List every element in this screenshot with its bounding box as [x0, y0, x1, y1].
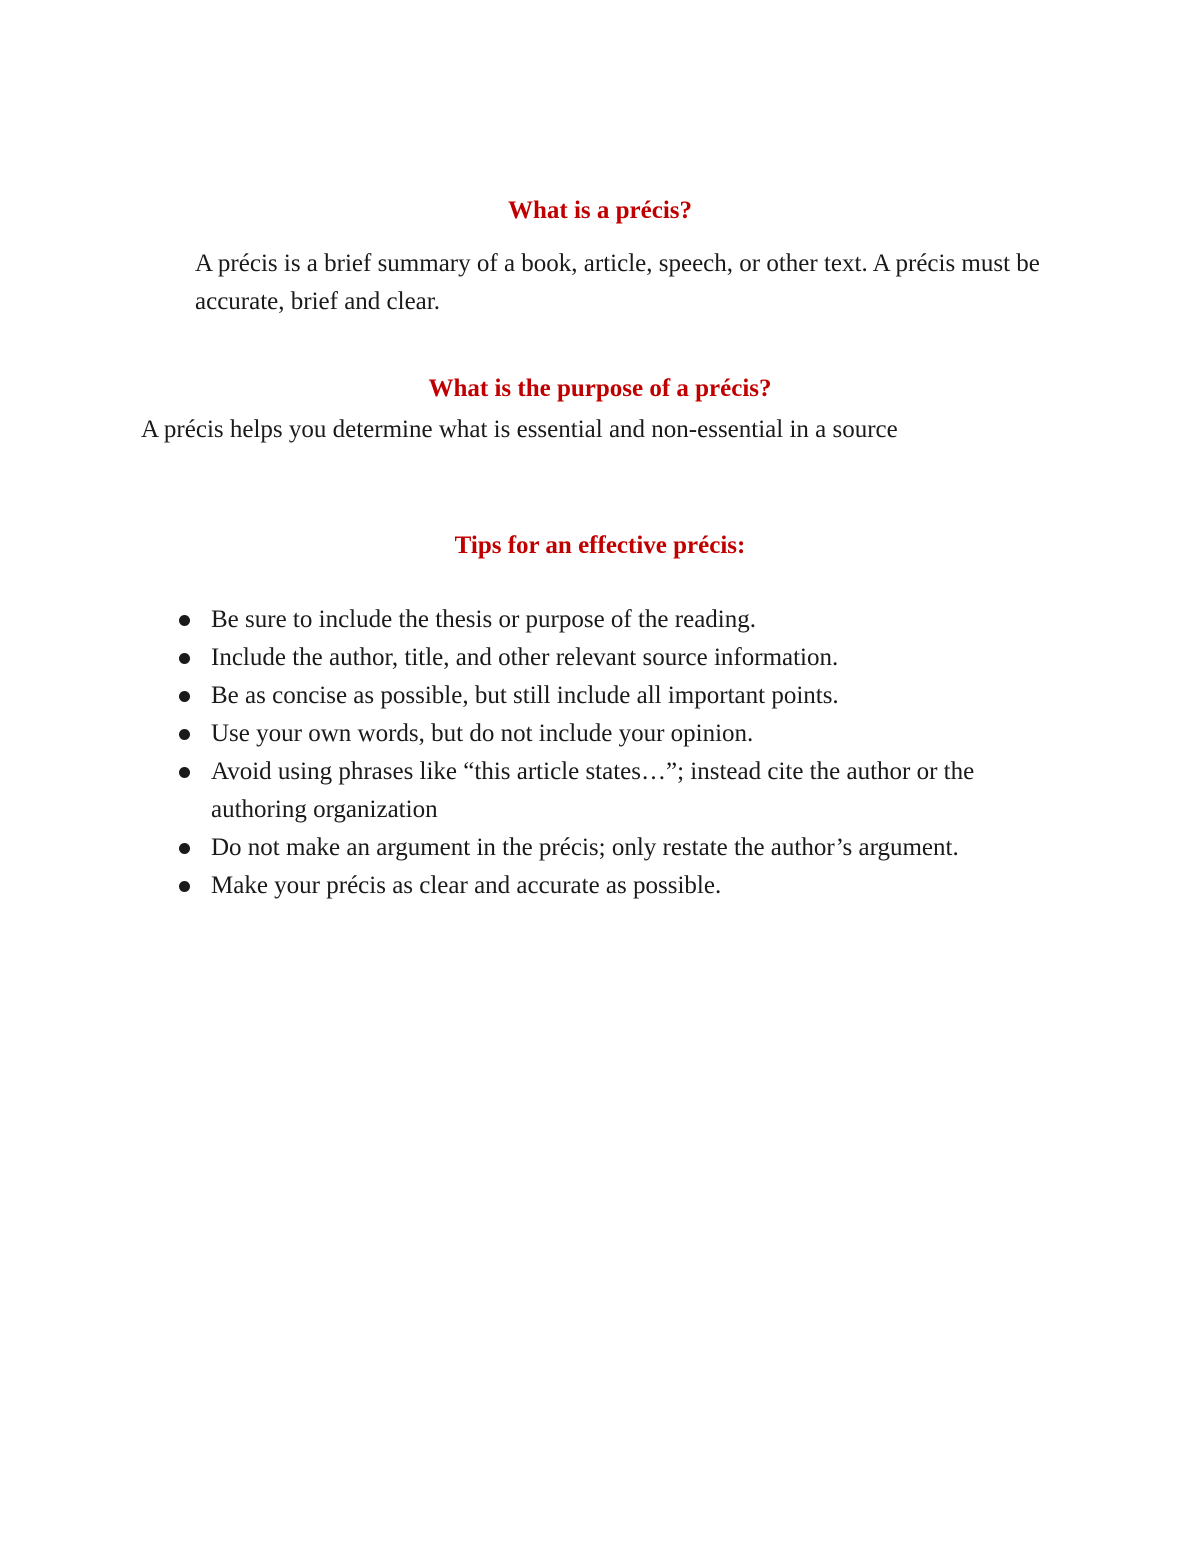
tips-list [175, 601, 1055, 905]
list-item-text: Be sure to include the thesis or purpose of the reading. [211, 606, 756, 633]
list-item-text: Make your précis as clear and accurate as possible. [211, 872, 722, 899]
tips-heading: Tips for an effective précis: [454, 532, 746, 559]
bullet-icon [179, 653, 190, 664]
purpose-text: A précis helps you determine what is essential and non-essential in a source [141, 416, 898, 443]
bullet-icon [179, 691, 190, 702]
definition-text: A précis is a brief summary of a book, article, speech, or other text. A précis must be accurate, brief and clear. [195, 250, 1040, 315]
bullet-icon [179, 767, 190, 778]
definition-heading: What is a précis? [507, 197, 693, 224]
list-item-text: Be as concise as possible, but still include all important points. [211, 682, 839, 709]
bullet-icon [179, 881, 190, 892]
list-item [175, 753, 1055, 829]
list-item-text: Avoid using phrases like “this article states…”; instead cite the author or the authoring organization [211, 758, 975, 823]
list-item-text: Include the author, title, and other relevant source information. [211, 644, 839, 671]
list-item [175, 829, 1055, 867]
bullet-icon [179, 729, 190, 740]
bullet-icon [179, 615, 190, 626]
list-item [175, 867, 1055, 905]
purpose-heading: What is the purpose of a précis? [428, 375, 772, 402]
list-item [175, 715, 1055, 753]
bullet-icon [179, 843, 190, 854]
list-item-text: Use your own words, but do not include your opinion. [211, 720, 754, 747]
list-item [175, 677, 1055, 715]
list-item [175, 601, 1055, 639]
list-item-text: Do not make an argument in the précis; only restate the author’s argument. [211, 834, 959, 861]
list-item [175, 639, 1055, 677]
